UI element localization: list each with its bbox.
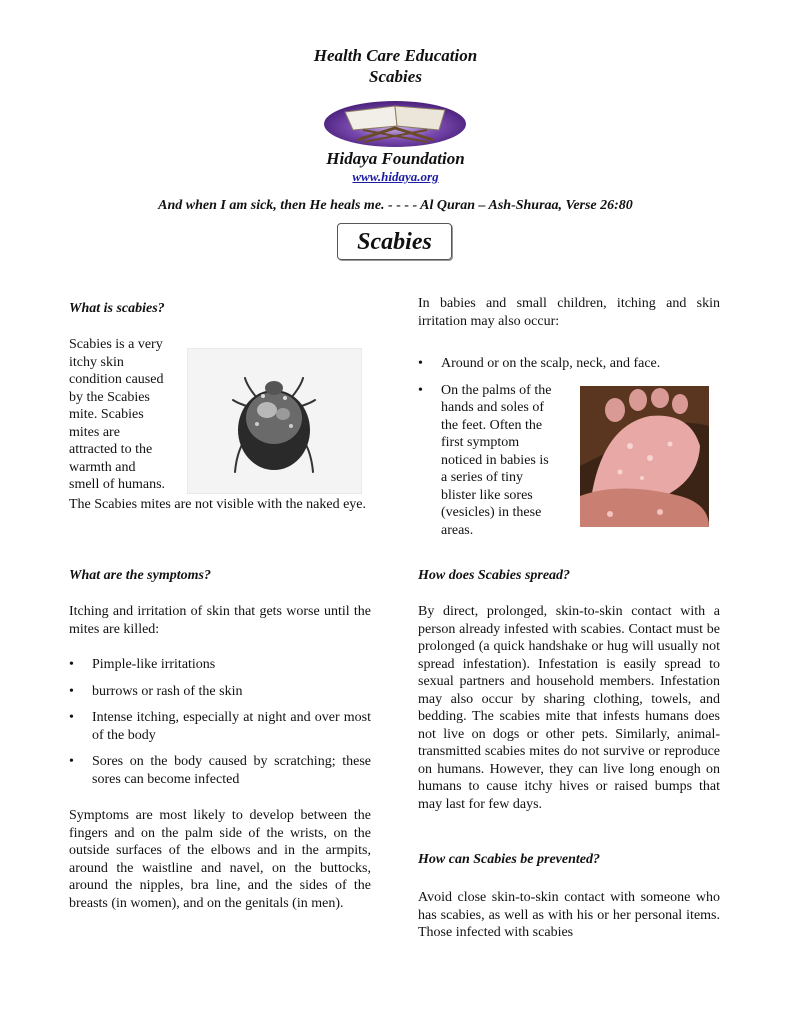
org-name: Hidaya Foundation bbox=[326, 149, 465, 168]
list-item bbox=[418, 382, 576, 540]
babies-line: the feet. Often the bbox=[441, 417, 543, 433]
header-title-line2: Scabies bbox=[369, 67, 422, 86]
babies-line: first symptom bbox=[441, 435, 520, 450]
babies-line: (vesicles) in these bbox=[441, 505, 542, 520]
babies-line: • On the palms of the bbox=[441, 382, 552, 398]
symptoms-heading: What are the symptoms? bbox=[69, 568, 211, 583]
list-item: • Pimple-like irritations bbox=[69, 656, 371, 674]
scabies-mite-image bbox=[187, 348, 362, 494]
what-line: itchy skin bbox=[69, 354, 124, 370]
header-title-line1: Health Care Education bbox=[313, 46, 478, 65]
what-line: attracted to the bbox=[69, 442, 153, 457]
babies-line: blister like sores bbox=[441, 487, 533, 503]
org-url-link[interactable]: www.hidaya.org bbox=[352, 169, 439, 184]
babies-line: hands and soles of bbox=[441, 400, 545, 415]
babies-intro: In babies and small children, itching and skin irritation may also occur: bbox=[418, 296, 720, 329]
what-is-wrapped-text bbox=[69, 336, 187, 494]
infant-foot-blisters-image bbox=[580, 386, 709, 527]
what-line: mites are bbox=[69, 424, 120, 440]
babies-line: noticed in babies is bbox=[441, 452, 549, 468]
what-is-tail: The Scabies mites are not visible with the naked eye. bbox=[69, 497, 367, 512]
what-is-heading: What is scabies? bbox=[69, 301, 165, 316]
what-line: smell of humans. bbox=[69, 477, 166, 492]
babies-line: a series of tiny bbox=[441, 470, 524, 485]
page-title: Scabies bbox=[337, 223, 452, 260]
spread-heading: How does Scabies spread? bbox=[418, 568, 571, 583]
hidaya-logo bbox=[323, 96, 467, 148]
list-item: • Intense itching, especially at night and over most of the body bbox=[69, 709, 371, 744]
prevent-heading: How can Scabies be prevented? bbox=[418, 852, 600, 867]
list-item: • Around or on the scalp, neck, and face. bbox=[418, 355, 720, 373]
what-line: Scabies is a very bbox=[69, 337, 163, 352]
spread-text: By direct, prolonged, skin-to-skin contact with a person already infested with scabies. Contact must be prolonged (a quick handshake or hug will usually not spread infestation). Infestation is easily spread to sexual partners and household members. Infestation may also occur by sharing clothing, towels, and bedding. The scabies mite that infests humans does not live on dogs or other pets. Similarly, animal-transmitted scabies mites do not survive or reproduce on humans. However, they can live long enough on humans to cause itchy hives or raised bumps that may last for few days. bbox=[418, 604, 720, 812]
quran-quote: And when I am sick, then He heals me. - - - - Al Quran – Ash-Shuraa, Verse 26:80 bbox=[158, 198, 633, 213]
what-line: condition caused bbox=[69, 372, 164, 387]
what-line: by the Scabies bbox=[69, 389, 150, 405]
symptoms-list bbox=[69, 656, 371, 788]
what-line: mite. Scabies bbox=[69, 407, 144, 422]
list-item: • Sores on the body caused by scratching; these sores can become infected bbox=[69, 753, 371, 788]
symptoms-locations: Symptoms are most likely to develop between the fingers and on the palm side of the wrists, on the outside surfaces of the elbows and in the armpits, around the waistline and navel, on the buttocks, around the nipples, bra line, and the sides of the breasts (in women), and on the genitals (in men). bbox=[69, 808, 371, 911]
list-item: • burrows or rash of the skin bbox=[69, 683, 371, 701]
babies-line: areas. bbox=[441, 522, 474, 538]
what-line: warmth and bbox=[69, 459, 136, 475]
symptoms-intro: Itching and irritation of skin that gets worse until the mites are killed: bbox=[69, 604, 371, 637]
prevent-text: Avoid close skin-to-skin contact with someone who has scabies, as well as with his or her personal items. Those infected with scabies bbox=[418, 890, 720, 940]
